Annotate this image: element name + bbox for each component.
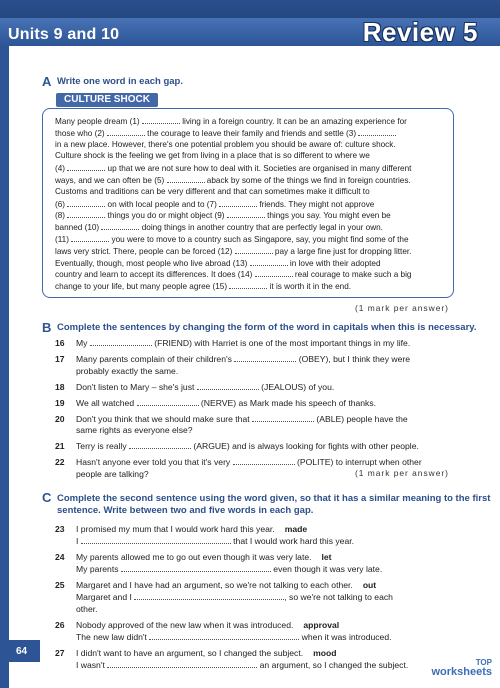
answer-gap[interactable] — [358, 128, 396, 136]
question-number: 19 — [55, 397, 65, 408]
answer-gap[interactable] — [167, 175, 205, 183]
gap-text-line — [55, 269, 411, 279]
question-number: 17 — [55, 354, 65, 364]
text-segment: (JEALOUS) of you. — [258, 381, 335, 392]
text-segment: (FRIEND) with Harriet is one of the most important things in my life. — [151, 338, 411, 348]
gap-text-line — [55, 187, 370, 196]
answer-gap[interactable] — [233, 457, 295, 465]
question-number: 16 — [55, 338, 65, 348]
answer-gap[interactable] — [67, 163, 105, 171]
text-segment: those who (2) — [55, 128, 107, 138]
text-segment: My — [76, 338, 90, 348]
gap-text-line — [55, 151, 370, 160]
text-segment: it is worth it in the end. — [267, 282, 352, 292]
question-line — [76, 338, 410, 348]
brand-name: worksheets — [431, 666, 492, 678]
text-segment: an argument, so I changed the subject. — [257, 660, 409, 670]
keyword: out — [362, 580, 377, 590]
section-a-marks: (1 mark per answer) — [355, 303, 449, 313]
text-segment: things you do or might object (9) — [105, 211, 227, 221]
brand-logo — [431, 659, 492, 678]
text-segment: real courage to make such a big — [292, 270, 412, 280]
text-segment: banned (10) — [55, 223, 102, 233]
section-b-marks: (1 mark per answer) — [355, 468, 449, 478]
gap-text-line — [55, 246, 411, 256]
text-segment: Don't listen to Mary – she's just — [76, 381, 197, 392]
answer-gap[interactable] — [250, 258, 288, 266]
text-segment: aback by some of the things we find in foreign countries. — [204, 176, 411, 185]
text-segment: when it was introduced. — [299, 632, 392, 642]
section-c-instruction-2: sentence. Write between two and five words in each gap. — [57, 505, 314, 516]
text-segment: (POLITE) to interrupt when other — [294, 457, 422, 467]
gap-text-line — [55, 234, 409, 244]
second-sentence — [76, 632, 392, 642]
side-strip — [0, 46, 9, 688]
section-b-letter: B — [42, 320, 52, 335]
answer-gap[interactable] — [134, 592, 284, 600]
text-segment: Margaret and I — [76, 592, 135, 602]
gap-text-line — [55, 258, 381, 268]
text-segment: I — [76, 536, 81, 546]
gap-text-line — [55, 140, 396, 149]
text-segment: Customs and traditions can be very different and that can sometimes make it difficult to — [55, 186, 370, 196]
sentence-text: Nobody approved of the new law when it was introduced. — [76, 620, 294, 630]
answer-gap[interactable] — [197, 382, 259, 390]
text-segment: Terry is really — [76, 441, 130, 451]
second-sentence — [76, 536, 354, 546]
section-b-instruction: Complete the sentences by changing the form of the word in capitals when this is necessary. — [57, 322, 477, 333]
keyword: let — [321, 552, 332, 562]
question-line — [76, 469, 149, 479]
text-segment: The new law didn't — [76, 632, 150, 642]
question-number: 25 — [55, 580, 65, 590]
gap-text-line — [55, 175, 411, 185]
text-segment: ways, and we can often be (5) — [55, 176, 167, 185]
section-a-letter: A — [42, 74, 52, 89]
text-segment: (ARGUE) and is always looking for fights with other people. — [191, 441, 419, 451]
second-sentence — [76, 592, 393, 602]
text-segment: people are talking? — [76, 468, 149, 479]
text-segment: living in a foreign country. It can be an amazing experience for — [179, 117, 407, 126]
text-segment: in a new place. However, there's one potential problem you should be aware of: culture shock. — [55, 139, 396, 149]
first-sentence — [76, 580, 376, 590]
question-number: 22 — [55, 457, 65, 467]
text-segment: (8) — [55, 211, 68, 221]
answer-gap[interactable] — [149, 632, 299, 640]
question-number: 20 — [55, 413, 65, 424]
first-sentence — [76, 552, 332, 562]
text-segment: (OBEY), but I think they were — [296, 354, 411, 364]
sentence-text: I promised my mum that I would work hard this year. — [76, 524, 275, 534]
text-segment: same rights as everyone else? — [76, 425, 193, 435]
question-line — [76, 414, 408, 424]
text-segment: We all watched — [76, 397, 137, 408]
second-sentence — [76, 564, 382, 574]
question-number: 26 — [55, 620, 65, 630]
question-line — [76, 366, 178, 376]
text-segment: you were to move to a country such as Singapore, say, you might find some of the — [109, 235, 409, 244]
question-line — [76, 425, 193, 435]
text-segment: (ABLE) people have the — [314, 413, 408, 424]
question-line — [76, 441, 419, 451]
sentence-text: My parents allowed me to go out even though it was very late. — [76, 552, 312, 562]
keyword: made — [284, 524, 308, 534]
text-segment: Culture shock is the feeling we get from living in a place that is so different to where we — [55, 151, 370, 161]
question-number: 18 — [55, 381, 65, 392]
section-a-instruction: Write one word in each gap. — [57, 76, 183, 87]
question-number: 23 — [55, 524, 65, 534]
keyword: mood — [313, 648, 337, 658]
answer-gap[interactable] — [235, 246, 273, 254]
answer-gap[interactable] — [121, 564, 271, 572]
culture-shock-badge: CULTURE SHOCK — [56, 93, 158, 107]
text-segment: Many parents complain of their children's — [76, 354, 235, 364]
text-segment: the courage to leave their family and friends and settle (3) — [144, 128, 359, 138]
text-segment: doing things in another country that are perfectly legal in your own. — [139, 223, 383, 233]
gap-text-line — [55, 281, 351, 291]
text-segment: pay a large fine just for dropping litter. — [272, 246, 412, 256]
units-title: Units 9 and 10 — [8, 26, 120, 43]
gap-text-line — [55, 116, 407, 126]
answer-gap[interactable] — [101, 222, 139, 230]
answer-gap[interactable] — [227, 210, 265, 218]
text-segment: country and learn to accept its differences. It does (14) — [55, 270, 255, 280]
question-number: 24 — [55, 552, 65, 562]
answer-gap[interactable] — [129, 441, 191, 449]
answer-gap[interactable] — [67, 199, 105, 207]
page-number: 64 — [16, 646, 28, 657]
answer-gap[interactable] — [252, 414, 314, 422]
text-segment: , so we're not talking to each — [284, 592, 393, 602]
text-segment: (6) — [55, 199, 68, 209]
text-segment: on with local people and to (7) — [105, 199, 220, 209]
text-segment: probably exactly the same. — [76, 365, 179, 376]
text-segment: My parents — [76, 564, 121, 574]
text-segment: change to your life, but many people agree (15) — [55, 282, 230, 292]
brand-top: TOP — [475, 658, 492, 667]
section-c-letter: C — [42, 490, 52, 505]
text-segment: (4) — [55, 164, 68, 174]
answer-gap[interactable] — [229, 281, 267, 289]
text-segment: that I would work hard this year. — [230, 536, 355, 546]
sentence-text: Margaret and I have had an argument, so we're not talking to each other. — [76, 580, 353, 590]
answer-gap[interactable] — [137, 398, 199, 406]
text-segment: Eventually, though, most people who live abroad (13) — [55, 258, 250, 268]
sentence-text: I didn't want to have an argument, so I changed the subject. — [76, 648, 304, 658]
answer-gap[interactable] — [107, 660, 257, 668]
section-c-instruction-1: Complete the second sentence using the word given, so that it has a similar meaning to the first — [57, 493, 491, 504]
first-sentence — [76, 620, 339, 630]
second-sentence — [76, 660, 408, 670]
question-number: 27 — [55, 648, 65, 658]
text-segment: friends. They might not approve — [257, 199, 375, 209]
second-sentence-continued: other. — [76, 604, 98, 614]
text-segment: (NERVE) as Mark made his speech of thanks. — [198, 397, 377, 408]
question-number: 21 — [55, 441, 65, 451]
question-line — [76, 457, 422, 467]
gap-text-line — [55, 163, 411, 173]
text-segment: in love with their adopted — [287, 258, 381, 268]
answer-gap[interactable] — [255, 269, 293, 277]
question-line — [76, 398, 376, 408]
answer-gap[interactable] — [71, 234, 109, 242]
answer-gap[interactable] — [234, 354, 296, 362]
first-sentence — [76, 524, 307, 534]
text-segment: even though it was very late. — [270, 564, 383, 574]
text-segment: Hasn't anyone ever told you that it's very — [76, 457, 233, 467]
answer-gap[interactable] — [107, 128, 145, 136]
text-segment: up that we are not sure how to deal with it. Societies are organised in many different — [105, 164, 412, 174]
question-line — [76, 354, 410, 364]
text-segment: (11) — [55, 235, 72, 244]
text-segment: things you say. You might even be — [264, 211, 391, 221]
review-title: Review 5 — [362, 17, 478, 47]
answer-gap[interactable] — [142, 116, 180, 124]
answer-gap[interactable] — [67, 210, 105, 218]
gap-text-line — [55, 199, 374, 209]
gap-text-line — [55, 210, 391, 220]
text-segment: I wasn't — [76, 660, 108, 670]
text-segment: laws very strict. There, people can be forced (12) — [55, 246, 235, 256]
question-line — [76, 382, 334, 392]
text-segment: Don't you think that we should make sure that — [76, 413, 252, 424]
first-sentence — [76, 648, 337, 658]
text-segment: Many people dream (1) — [55, 117, 142, 126]
keyword: approval — [303, 620, 340, 630]
answer-gap[interactable] — [219, 199, 257, 207]
answer-gap[interactable] — [90, 338, 152, 346]
answer-gap[interactable] — [81, 536, 231, 544]
gap-text-line — [55, 222, 383, 232]
gap-text-line — [55, 128, 396, 138]
